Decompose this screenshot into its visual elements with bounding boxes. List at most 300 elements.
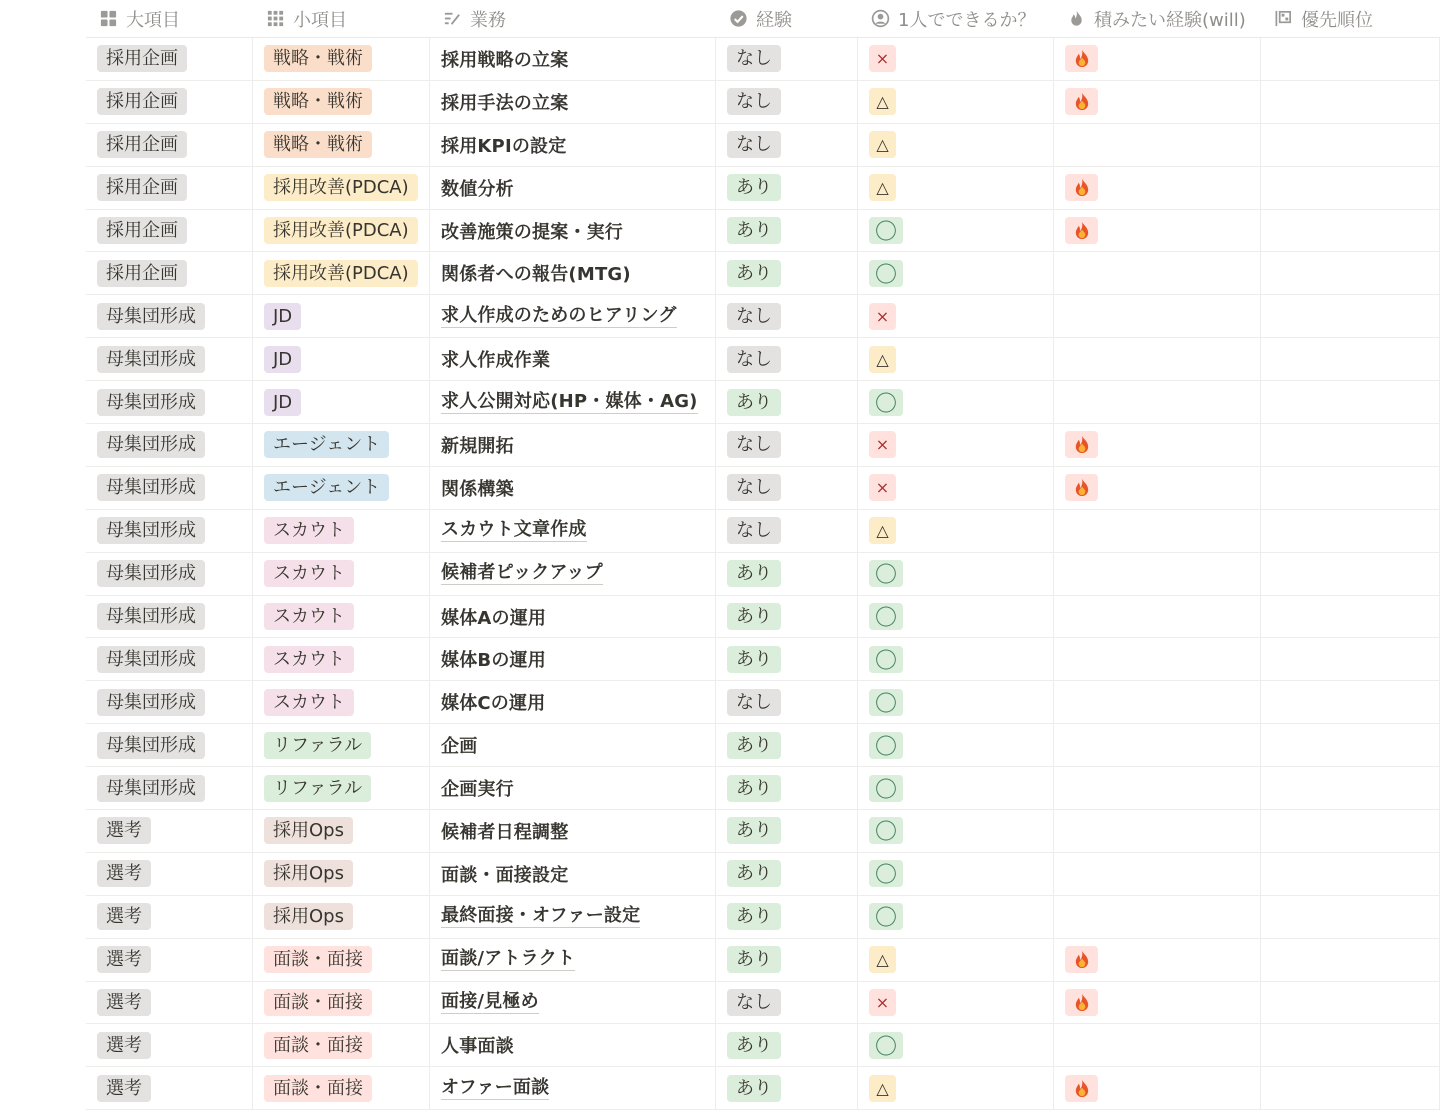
category-cell[interactable]: [86, 295, 253, 337]
solo-cell[interactable]: [858, 381, 1054, 423]
subcategory-tag: 面談・面接: [264, 946, 372, 973]
subcategory-cell[interactable]: [253, 553, 430, 595]
solo-cell[interactable]: [858, 681, 1054, 723]
category-tag: 採用企画: [97, 45, 187, 72]
priority-cell[interactable]: [1261, 38, 1440, 80]
will-cell[interactable]: [1054, 167, 1261, 209]
fire-emoji-icon: [1065, 217, 1098, 244]
category-tag: 採用企画: [97, 217, 187, 244]
category-cell[interactable]: [86, 767, 253, 809]
priority-cell[interactable]: [1261, 896, 1440, 938]
will-cell[interactable]: [1054, 982, 1261, 1024]
subcategory-tag: エージェント: [264, 474, 389, 501]
subcategory-cell[interactable]: [253, 1024, 430, 1066]
solo-cell[interactable]: [858, 896, 1054, 938]
category-tag: 母集団形成: [97, 689, 205, 716]
solo-cell[interactable]: [858, 338, 1054, 380]
subcategory-cell[interactable]: [253, 596, 430, 638]
solo-tag: 〇: [869, 260, 903, 287]
table-row[interactable]: [86, 1024, 1440, 1067]
category-tag: 母集団形成: [97, 431, 205, 458]
solo-tag: 〇: [869, 817, 903, 844]
task-text: 媒体Aの運用: [441, 607, 547, 629]
table-row[interactable]: [86, 510, 1440, 553]
priority-cell[interactable]: [1261, 596, 1440, 638]
subcategory-tag: JD: [264, 303, 301, 330]
category-tag: 選考: [97, 860, 151, 887]
experience-cell[interactable]: [716, 982, 858, 1024]
category-tag: 採用企画: [97, 174, 187, 201]
priority-cell[interactable]: [1261, 81, 1440, 123]
experience-cell[interactable]: [716, 767, 858, 809]
category-cell[interactable]: [86, 896, 253, 938]
task-cell[interactable]: [430, 424, 716, 466]
category-cell[interactable]: [86, 1024, 253, 1066]
solo-tag: 〇: [869, 903, 903, 930]
table-row[interactable]: [86, 767, 1440, 810]
category-tag: 選考: [97, 946, 151, 973]
experience-tag: あり: [727, 560, 781, 587]
solo-tag: 〇: [869, 560, 903, 587]
will-cell[interactable]: [1054, 553, 1261, 595]
will-cell[interactable]: [1054, 424, 1261, 466]
experience-cell[interactable]: [716, 295, 858, 337]
experience-cell[interactable]: [716, 381, 858, 423]
will-cell[interactable]: [1054, 767, 1261, 809]
table-row[interactable]: [86, 896, 1440, 939]
solo-cell[interactable]: [858, 1024, 1054, 1066]
column-header-label: 小項目: [293, 9, 347, 31]
solo-cell[interactable]: [858, 252, 1054, 294]
solo-tag: ×: [869, 303, 896, 330]
solo-cell[interactable]: [858, 210, 1054, 252]
task-text: 面談/アトラクト: [441, 948, 576, 970]
priority-cell[interactable]: [1261, 767, 1440, 809]
will-cell[interactable]: [1054, 1067, 1261, 1109]
category-cell[interactable]: [86, 724, 253, 766]
table-row[interactable]: [86, 596, 1440, 639]
priority-cell[interactable]: [1261, 724, 1440, 766]
subcategory-tag: 採用改善(PDCA): [264, 217, 418, 244]
task-cell[interactable]: [430, 767, 716, 809]
experience-cell[interactable]: [716, 1024, 858, 1066]
task-cell[interactable]: [430, 1067, 716, 1109]
category-cell[interactable]: [86, 553, 253, 595]
experience-cell[interactable]: [716, 252, 858, 294]
subcategory-cell[interactable]: [253, 853, 430, 895]
experience-cell[interactable]: [716, 424, 858, 466]
solo-cell[interactable]: [858, 124, 1054, 166]
table-row[interactable]: [86, 939, 1440, 982]
subcategory-cell[interactable]: [253, 338, 430, 380]
solo-cell[interactable]: [858, 810, 1054, 852]
category-cell[interactable]: [86, 124, 253, 166]
solo-tag: 〇: [869, 389, 903, 416]
category-cell[interactable]: [86, 81, 253, 123]
priority-cell[interactable]: [1261, 853, 1440, 895]
subcategory-cell[interactable]: [253, 724, 430, 766]
task-text: 採用KPIの設定: [441, 135, 567, 157]
task-cell[interactable]: [430, 596, 716, 638]
will-cell[interactable]: [1054, 295, 1261, 337]
subcategory-cell[interactable]: [253, 424, 430, 466]
solo-cell[interactable]: [858, 38, 1054, 80]
task-cell[interactable]: [430, 381, 716, 423]
subcategory-cell[interactable]: [253, 1067, 430, 1109]
task-text: 企画実行: [441, 779, 514, 801]
experience-tag: なし: [727, 989, 781, 1016]
category-cell[interactable]: [86, 381, 253, 423]
will-cell[interactable]: [1054, 724, 1261, 766]
table-row[interactable]: [86, 295, 1440, 338]
solo-tag: △: [869, 517, 896, 544]
task-cell[interactable]: [430, 982, 716, 1024]
subcategory-tag: 戦略・戦術: [264, 131, 372, 158]
table-row[interactable]: [86, 424, 1440, 467]
table-row[interactable]: [86, 681, 1440, 724]
subcategory-cell[interactable]: [253, 38, 430, 80]
task-cell[interactable]: [430, 638, 716, 680]
category-cell[interactable]: [86, 510, 253, 552]
table-row[interactable]: [86, 467, 1440, 510]
experience-cell[interactable]: [716, 210, 858, 252]
experience-cell[interactable]: [716, 338, 858, 380]
experience-cell[interactable]: [716, 638, 858, 680]
priority-cell[interactable]: [1261, 939, 1440, 981]
table-row[interactable]: [86, 338, 1440, 381]
experience-tag: あり: [727, 860, 781, 887]
experience-cell[interactable]: [716, 467, 858, 509]
subcategory-tag: JD: [264, 389, 301, 416]
priority-cell[interactable]: [1261, 1024, 1440, 1066]
solo-cell[interactable]: [858, 167, 1054, 209]
experience-tag: なし: [727, 131, 781, 158]
category-cell[interactable]: [86, 210, 253, 252]
priority-cell[interactable]: [1261, 381, 1440, 423]
will-cell[interactable]: [1054, 210, 1261, 252]
experience-cell[interactable]: [716, 81, 858, 123]
experience-cell[interactable]: [716, 1067, 858, 1109]
solo-tag: ×: [869, 431, 896, 458]
will-cell[interactable]: [1054, 124, 1261, 166]
category-cell[interactable]: [86, 167, 253, 209]
task-cell[interactable]: [430, 510, 716, 552]
solo-cell[interactable]: [858, 638, 1054, 680]
column-header-label: 経験: [756, 9, 792, 31]
priority-cell[interactable]: [1261, 982, 1440, 1024]
experience-tag: なし: [727, 517, 781, 544]
experience-tag: なし: [727, 346, 781, 373]
will-cell[interactable]: [1054, 467, 1261, 509]
subcategory-cell[interactable]: [253, 167, 430, 209]
subcategory-cell[interactable]: [253, 210, 430, 252]
subcategory-cell[interactable]: [253, 381, 430, 423]
verified-badge-icon: [728, 9, 748, 29]
solo-cell[interactable]: [858, 853, 1054, 895]
solo-cell[interactable]: [858, 467, 1054, 509]
task-cell[interactable]: [430, 810, 716, 852]
priority-cell[interactable]: [1261, 638, 1440, 680]
experience-cell[interactable]: [716, 553, 858, 595]
subcategory-tag: エージェント: [264, 431, 389, 458]
task-cell[interactable]: [430, 1024, 716, 1066]
category-cell[interactable]: [86, 467, 253, 509]
column-header-category[interactable]: [86, 0, 253, 37]
task-cell[interactable]: [430, 939, 716, 981]
category-cell[interactable]: [86, 252, 253, 294]
category-tag: 母集団形成: [97, 560, 205, 587]
category-tag: 選考: [97, 989, 151, 1016]
will-cell[interactable]: [1054, 638, 1261, 680]
database-table: [86, 0, 1440, 1110]
table-row[interactable]: [86, 810, 1440, 853]
category-tag: 選考: [97, 1032, 151, 1059]
table-row[interactable]: [86, 853, 1440, 896]
subcategory-tag: スカウト: [264, 603, 354, 630]
task-text: 候補者ピックアップ: [441, 562, 603, 584]
task-text: 最終面接・オファー設定: [441, 905, 641, 927]
subcategory-tag: 採用改善(PDCA): [264, 260, 418, 287]
priority-cell[interactable]: [1261, 553, 1440, 595]
column-header-priority[interactable]: [1261, 0, 1440, 37]
task-text: 求人公開対応(HP・媒体・AG): [441, 390, 698, 412]
solo-tag: △: [869, 946, 896, 973]
subcategory-cell[interactable]: [253, 939, 430, 981]
subcategory-cell[interactable]: [253, 124, 430, 166]
solo-cell[interactable]: [858, 724, 1054, 766]
task-text: 採用戦略の立案: [441, 49, 569, 71]
task-cell[interactable]: [430, 853, 716, 895]
task-cell[interactable]: [430, 681, 716, 723]
experience-tag: あり: [727, 946, 781, 973]
subcategory-cell[interactable]: [253, 810, 430, 852]
priority-cell[interactable]: [1261, 467, 1440, 509]
task-text: 面談・面接設定: [441, 864, 569, 886]
task-cell[interactable]: [430, 210, 716, 252]
experience-tag: あり: [727, 817, 781, 844]
table-row[interactable]: [86, 81, 1440, 124]
priority-cell[interactable]: [1261, 210, 1440, 252]
will-cell[interactable]: [1054, 853, 1261, 895]
subcategory-cell[interactable]: [253, 896, 430, 938]
text-edit-icon: [442, 9, 462, 29]
table-row[interactable]: [86, 982, 1440, 1025]
solo-cell[interactable]: [858, 553, 1054, 595]
experience-cell[interactable]: [716, 810, 858, 852]
solo-cell[interactable]: [858, 1067, 1054, 1109]
category-cell[interactable]: [86, 638, 253, 680]
priority-cell[interactable]: [1261, 252, 1440, 294]
experience-tag: あり: [727, 603, 781, 630]
category-tag: 母集団形成: [97, 646, 205, 673]
solo-tag: 〇: [869, 1032, 903, 1059]
category-cell[interactable]: [86, 939, 253, 981]
category-tag: 母集団形成: [97, 346, 205, 373]
solo-cell[interactable]: [858, 939, 1054, 981]
task-cell[interactable]: [430, 295, 716, 337]
will-cell[interactable]: [1054, 81, 1261, 123]
category-cell[interactable]: [86, 424, 253, 466]
experience-cell[interactable]: [716, 853, 858, 895]
priority-cell[interactable]: [1261, 1067, 1440, 1109]
column-header-task[interactable]: [430, 0, 716, 37]
column-header-experience[interactable]: [716, 0, 858, 37]
will-cell[interactable]: [1054, 510, 1261, 552]
experience-tag: なし: [727, 45, 781, 72]
solo-cell[interactable]: [858, 81, 1054, 123]
experience-cell[interactable]: [716, 510, 858, 552]
category-cell[interactable]: [86, 853, 253, 895]
person-circle-icon: [870, 9, 890, 29]
solo-cell[interactable]: [858, 424, 1054, 466]
priority-cell[interactable]: [1261, 295, 1440, 337]
will-cell[interactable]: [1054, 38, 1261, 80]
subcategory-tag: スカウト: [264, 517, 354, 544]
category-tag: 母集団形成: [97, 474, 205, 501]
experience-cell[interactable]: [716, 724, 858, 766]
category-tag: 母集団形成: [97, 775, 205, 802]
will-cell[interactable]: [1054, 252, 1261, 294]
task-cell[interactable]: [430, 124, 716, 166]
column-header-label: 積みたい経験(will): [1094, 9, 1246, 31]
task-cell[interactable]: [430, 553, 716, 595]
solo-cell[interactable]: [858, 767, 1054, 809]
table-row[interactable]: [86, 252, 1440, 295]
will-cell[interactable]: [1054, 939, 1261, 981]
priority-cell[interactable]: [1261, 167, 1440, 209]
subcategory-cell[interactable]: [253, 252, 430, 294]
priority-cell[interactable]: [1261, 510, 1440, 552]
category-cell[interactable]: [86, 681, 253, 723]
table-row[interactable]: [86, 1067, 1440, 1110]
column-header-will[interactable]: [1054, 0, 1261, 37]
will-cell[interactable]: [1054, 681, 1261, 723]
table-row[interactable]: [86, 381, 1440, 424]
task-text: 候補者日程調整: [441, 821, 569, 843]
category-cell[interactable]: [86, 1067, 253, 1109]
task-text: 採用手法の立案: [441, 92, 569, 114]
subcategory-cell[interactable]: [253, 510, 430, 552]
experience-tag: あり: [727, 646, 781, 673]
column-header-subcategory[interactable]: [253, 0, 430, 37]
solo-cell[interactable]: [858, 596, 1054, 638]
table-row[interactable]: [86, 124, 1440, 167]
priority-cell[interactable]: [1261, 810, 1440, 852]
task-text: 求人作成のためのヒアリング: [441, 304, 677, 326]
subcategory-cell[interactable]: [253, 767, 430, 809]
column-header-solo[interactable]: [858, 0, 1054, 37]
column-header-label: 優先順位: [1301, 9, 1373, 31]
priority-cell[interactable]: [1261, 338, 1440, 380]
experience-tag: あり: [727, 1032, 781, 1059]
table-row[interactable]: [86, 724, 1440, 767]
task-cell[interactable]: [430, 252, 716, 294]
category-tag: 母集団形成: [97, 732, 205, 759]
table-header: [86, 0, 1440, 38]
experience-cell[interactable]: [716, 38, 858, 80]
solo-tag: △: [869, 346, 896, 373]
task-cell[interactable]: [430, 338, 716, 380]
task-text: 媒体Bの運用: [441, 650, 546, 672]
table-row[interactable]: [86, 553, 1440, 596]
will-cell[interactable]: [1054, 381, 1261, 423]
fire-emoji-icon: [1065, 946, 1098, 973]
experience-cell[interactable]: [716, 124, 858, 166]
task-cell[interactable]: [430, 81, 716, 123]
task-cell[interactable]: [430, 38, 716, 80]
table-body: [86, 38, 1440, 1110]
category-cell[interactable]: [86, 38, 253, 80]
category-cell[interactable]: [86, 982, 253, 1024]
subcategory-cell[interactable]: [253, 295, 430, 337]
task-text: 面接/見極め: [441, 991, 539, 1013]
subcategory-cell[interactable]: [253, 467, 430, 509]
task-cell[interactable]: [430, 896, 716, 938]
category-tag: 母集団形成: [97, 603, 205, 630]
category-cell[interactable]: [86, 338, 253, 380]
subcategory-cell[interactable]: [253, 81, 430, 123]
task-text: 求人作成作業: [441, 350, 551, 372]
experience-cell[interactable]: [716, 596, 858, 638]
subcategory-tag: スカウト: [264, 560, 354, 587]
will-cell[interactable]: [1054, 596, 1261, 638]
experience-cell[interactable]: [716, 896, 858, 938]
solo-cell[interactable]: [858, 982, 1054, 1024]
priority-cell[interactable]: [1261, 124, 1440, 166]
experience-cell[interactable]: [716, 167, 858, 209]
table-row[interactable]: [86, 210, 1440, 253]
experience-tag: あり: [727, 174, 781, 201]
task-cell[interactable]: [430, 724, 716, 766]
priority-cell[interactable]: [1261, 424, 1440, 466]
subcategory-cell[interactable]: [253, 681, 430, 723]
task-text: 企画: [441, 736, 478, 758]
will-cell[interactable]: [1054, 1024, 1261, 1066]
solo-cell[interactable]: [858, 510, 1054, 552]
solo-cell[interactable]: [858, 295, 1054, 337]
subcategory-tag: 採用改善(PDCA): [264, 174, 418, 201]
will-cell[interactable]: [1054, 338, 1261, 380]
subcategory-tag: 採用Ops: [264, 817, 353, 844]
priority-cell[interactable]: [1261, 681, 1440, 723]
multi-select-icon: [98, 9, 118, 29]
will-cell[interactable]: [1054, 896, 1261, 938]
category-cell[interactable]: [86, 810, 253, 852]
subcategory-cell[interactable]: [253, 638, 430, 680]
subcategory-tag: 戦略・戦術: [264, 45, 372, 72]
fire-emoji-icon: [1065, 1075, 1098, 1102]
will-cell[interactable]: [1054, 810, 1261, 852]
table-row[interactable]: [86, 638, 1440, 681]
table-row[interactable]: [86, 38, 1440, 81]
experience-cell[interactable]: [716, 681, 858, 723]
category-tag: 選考: [97, 817, 151, 844]
subcategory-tag: 面談・面接: [264, 1032, 372, 1059]
subcategory-tag: JD: [264, 346, 301, 373]
task-cell[interactable]: [430, 467, 716, 509]
experience-cell[interactable]: [716, 939, 858, 981]
fire-emoji-icon: [1065, 989, 1098, 1016]
category-cell[interactable]: [86, 596, 253, 638]
subcategory-cell[interactable]: [253, 982, 430, 1024]
table-row[interactable]: [86, 167, 1440, 210]
fire-emoji-icon: [1065, 474, 1098, 501]
category-tag: 母集団形成: [97, 517, 205, 544]
experience-tag: あり: [727, 775, 781, 802]
column-header-label: 大項目: [126, 9, 180, 31]
task-cell[interactable]: [430, 167, 716, 209]
experience-tag: あり: [727, 903, 781, 930]
